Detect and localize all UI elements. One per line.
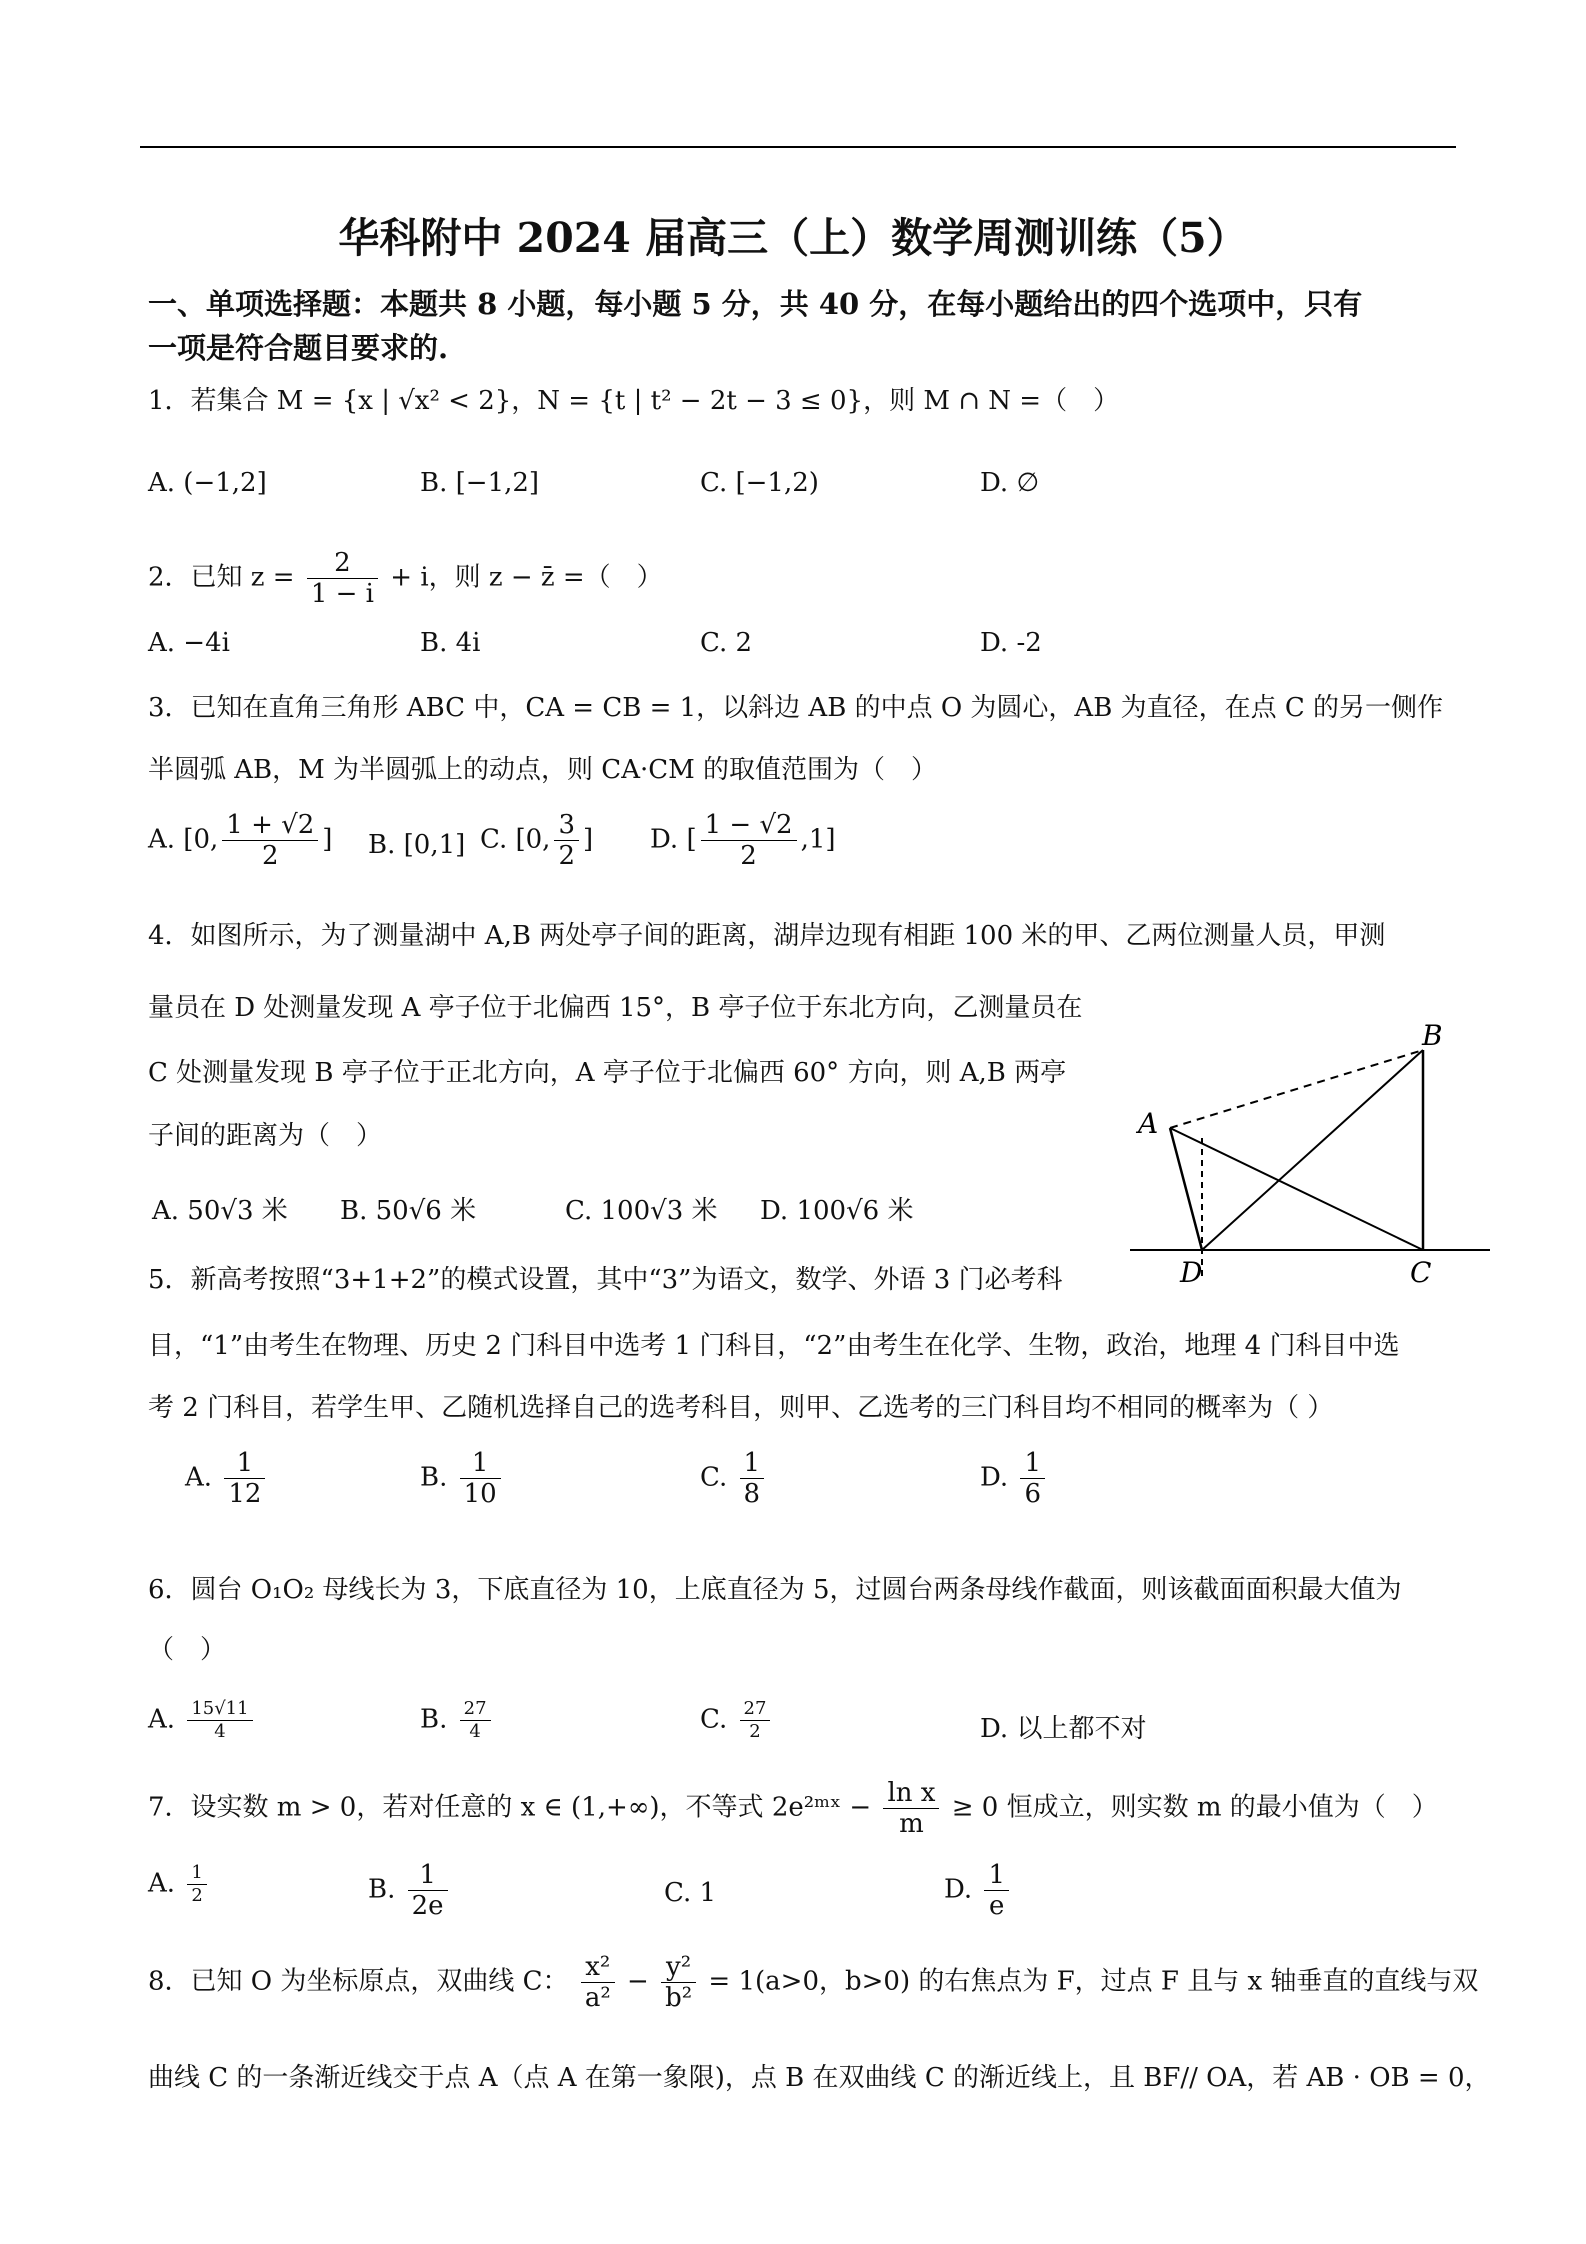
- segment-AD: [1170, 1128, 1202, 1250]
- q2-num: 2: [307, 548, 378, 579]
- q1-option-d: D. ∅: [980, 468, 1040, 498]
- q4-option-d: D. 100√6 米: [760, 1196, 914, 1226]
- q5-d-den: 6: [1024, 1479, 1041, 1509]
- q4-option-a: A. 50√3 米: [152, 1196, 288, 1226]
- q5-a-num: 1: [224, 1448, 265, 1479]
- q5-b-num: 1: [460, 1448, 501, 1479]
- q4-stem-line3: C 处测量发现 B 亭子位于正北方向，A 亭子位于北偏西 60° 方向，则 A,B 两亭: [148, 1058, 1067, 1088]
- q7-d-label: D.: [944, 1874, 973, 1905]
- q2-den: 1 − i: [310, 579, 374, 609]
- q8-minus: −: [627, 1966, 649, 1997]
- q7-option-c: C. 1: [664, 1878, 717, 1908]
- q8-n2: y²: [661, 1952, 696, 1983]
- q5-b-den: 10: [463, 1479, 497, 1509]
- q3-c-post: ]: [583, 824, 594, 855]
- q3-a-frac: [222, 810, 318, 871]
- q2-post: + i，则 z − z̄ =（ ）: [390, 562, 663, 593]
- q5-d-num: 1: [1020, 1448, 1045, 1479]
- q8-n1: x²: [581, 1952, 615, 1983]
- q5-option-d: [980, 1448, 1049, 1509]
- q7-a-label: A.: [148, 1868, 176, 1899]
- q5-stem-line3: 考 2 门科目，若学生甲、乙随机选择自己的选考科目，则甲、乙选考的三门科目均不相同的概率为（ ）: [148, 1393, 1334, 1423]
- q7-a-frac: [187, 1862, 206, 1907]
- q3-a-den: 2: [261, 841, 279, 871]
- q3-d-pre: D. [: [650, 824, 697, 855]
- q6-a-label: A.: [148, 1704, 176, 1735]
- q6-stem-line1: 6．圆台 O₁O₂ 母线长为 3，下底直径为 10，上底直径为 5，过圆台两条母线作截面，则该截面面积最大值为: [148, 1575, 1402, 1605]
- q5-d-frac: [1020, 1448, 1045, 1509]
- q6-option-c: [700, 1698, 774, 1743]
- q7-pre: 7．设实数 m > 0，若对任意的 x ∈ (1,+∞)，不等式 2e²ᵐˣ −: [148, 1792, 872, 1823]
- q8-frac-x: [581, 1952, 615, 2013]
- q3-option-c: [480, 810, 593, 871]
- q1-option-c: C. [−1,2): [700, 468, 819, 498]
- q6-b-label: B.: [420, 1704, 448, 1735]
- q3-c-frac: [554, 810, 579, 871]
- q7-d-den: e: [989, 1891, 1005, 1921]
- q3-a-pre: A. [0,: [148, 824, 219, 855]
- q3-a-post: ]: [322, 824, 333, 855]
- q6-b-frac: [460, 1698, 491, 1743]
- q3-stem-line2: 半圆弧 AB，M 为半圆弧上的动点，则 CA·CM 的取值范围为（ ）: [148, 755, 938, 785]
- segment-BD: [1202, 1050, 1423, 1250]
- label-A: A: [1138, 1107, 1159, 1140]
- q3-d-frac: [701, 810, 797, 871]
- page-title: 华科附中 2024 届高三（上）数学周测训练（5）: [338, 214, 1248, 262]
- q1-stem: 1．若集合 M = {x | √x² < 2}，N = {t | t² − 2t − 3 ≤ 0}，则 M ∩ N =（ ）: [148, 386, 1120, 416]
- q8-stem-line1: [148, 1952, 1478, 2013]
- q5-stem-line2: 目，“1”由考生在物理、历史 2 门科目中选考 1 门科目，“2”由考生在化学、生物，政治，地理 4 门科目中选: [148, 1331, 1400, 1361]
- q7-a-num: 1: [187, 1862, 206, 1885]
- q6-c-num: 27: [740, 1698, 771, 1721]
- q7-a-den: 2: [191, 1885, 203, 1906]
- q3-c-pre: C. [0,: [480, 824, 551, 855]
- q7-option-a: [148, 1862, 211, 1907]
- q5-option-b: [420, 1448, 505, 1509]
- q7-d-num: 1: [984, 1860, 1009, 1891]
- label-D: D: [1180, 1256, 1203, 1289]
- q7-num: ln x: [883, 1778, 939, 1809]
- q6-b-den: 4: [469, 1721, 481, 1742]
- q6-option-a: [148, 1698, 257, 1743]
- section-heading-line2: 一项是符合题目要求的.: [148, 331, 449, 365]
- q6-c-den: 2: [749, 1721, 761, 1742]
- q6-a-num: 15√11: [187, 1698, 252, 1721]
- q5-c-frac: [740, 1448, 765, 1509]
- q6-stem-line2: （ ）: [148, 1635, 227, 1665]
- q6-a-frac: [187, 1698, 252, 1743]
- q1-option-b: B. [−1,2]: [420, 468, 540, 498]
- q2-fraction: [307, 548, 378, 609]
- label-C: C: [1410, 1256, 1432, 1289]
- q5-option-a: [185, 1448, 269, 1509]
- segment-AB: [1170, 1050, 1423, 1128]
- q5-stem-line1: 5．新高考按照“3+1+2”的模式设置，其中“3”为语文，数学、外语 3 门必考科: [148, 1265, 1063, 1295]
- q6-c-label: C.: [700, 1704, 728, 1735]
- q2-option-b: B. 4i: [420, 628, 481, 658]
- segment-AC: [1170, 1128, 1423, 1250]
- q3-stem-line1: 3．已知在直角三角形 ABC 中，CA = CB = 1，以斜边 AB 的中点 O 为圆心，AB 为直径，在点 C 的另一侧作: [148, 693, 1443, 723]
- q2-option-d: D. -2: [980, 628, 1042, 658]
- section-heading-line1: 一、单项选择题：本题共 8 小题，每小题 5 分，共 40 分，在每小题给出的四个选项中，只有: [148, 287, 1363, 321]
- q2-option-a: A. −4i: [148, 628, 230, 658]
- q3-d-num: 1 − √2: [701, 810, 797, 841]
- q3-d-post: ,1]: [800, 824, 836, 855]
- q6-a-den: 4: [214, 1721, 226, 1742]
- q3-option-b: B. [0,1]: [368, 830, 466, 860]
- q3-a-num: 1 + √2: [222, 810, 318, 841]
- label-B: B: [1422, 1019, 1443, 1052]
- q8-d2: b²: [665, 1983, 693, 2013]
- q5-c-num: 1: [740, 1448, 765, 1479]
- q5-c-den: 8: [743, 1479, 761, 1509]
- q4-stem-line4: 子间的距离为（ ）: [148, 1121, 383, 1151]
- q5-a-label: A.: [185, 1462, 213, 1493]
- q7-stem: [148, 1778, 1438, 1839]
- q7-option-b: [368, 1860, 452, 1921]
- q7-d-frac: [984, 1860, 1009, 1921]
- q5-option-c: [700, 1448, 768, 1509]
- q3-option-d: [650, 810, 836, 871]
- q5-b-frac: [460, 1448, 501, 1509]
- q4-option-b: B. 50√6 米: [340, 1196, 477, 1226]
- q4-figure: [1110, 1010, 1510, 1310]
- q5-b-label: B.: [420, 1462, 448, 1493]
- q2-pre: 2．已知 z =: [148, 562, 295, 593]
- q8-d1: a²: [584, 1983, 611, 2013]
- q7-b-label: B.: [368, 1874, 396, 1905]
- q5-a-frac: [224, 1448, 265, 1509]
- q1-option-a: A. (−1,2]: [148, 468, 267, 498]
- q8-pre: 8．已知 O 为坐标原点，双曲线 C：: [148, 1966, 569, 1997]
- q8-stem-line2: 曲线 C 的一条渐近线交于点 A（点 A 在第一象限)，点 B 在双曲线 C 的渐近线上，且 BF// OA，若 AB · OB = 0，: [148, 2063, 1491, 2093]
- header-rule: [140, 146, 1456, 148]
- q7-b-num: 1: [408, 1860, 448, 1891]
- q5-c-label: C.: [700, 1462, 728, 1493]
- q7-b-den: 2e: [411, 1891, 444, 1921]
- q6-b-num: 27: [460, 1698, 491, 1721]
- q2-stem: [148, 548, 663, 609]
- q3-d-den: 2: [740, 841, 757, 871]
- q3-option-a: [148, 810, 332, 871]
- q3-c-den: 2: [558, 841, 575, 871]
- q8-frac-y: [661, 1952, 696, 2013]
- q3-c-num: 3: [554, 810, 579, 841]
- q2-option-c: C. 2: [700, 628, 753, 658]
- q6-option-b: [420, 1698, 495, 1743]
- q6-c-frac: [740, 1698, 771, 1743]
- q8-post: = 1(a>0，b>0) 的右焦点为 F，过点 F 且与 x 轴垂直的直线与双: [708, 1966, 1479, 1997]
- q7-option-d: [944, 1860, 1013, 1921]
- q4-stem-line1: 4．如图所示，为了测量湖中 A,B 两处亭子间的距离，湖岸边现有相距 100 米的甲、乙两位测量人员，甲测: [148, 921, 1386, 951]
- q7-b-frac: [408, 1860, 448, 1921]
- q7-post: ≥ 0 恒成立，则实数 m 的最小值为（ ）: [951, 1792, 1438, 1823]
- q4-stem-line2: 量员在 D 处测量发现 A 亭子位于北偏西 15°，B 亭子位于东北方向，乙测量员在: [148, 993, 1083, 1023]
- q7-den: m: [899, 1809, 924, 1839]
- q5-d-label: D.: [980, 1462, 1009, 1493]
- q4-option-c: C. 100√3 米: [565, 1196, 718, 1226]
- q5-a-den: 12: [228, 1479, 262, 1509]
- q7-frac: [883, 1778, 939, 1839]
- q6-option-d: D. 以上都不对: [980, 1714, 1147, 1744]
